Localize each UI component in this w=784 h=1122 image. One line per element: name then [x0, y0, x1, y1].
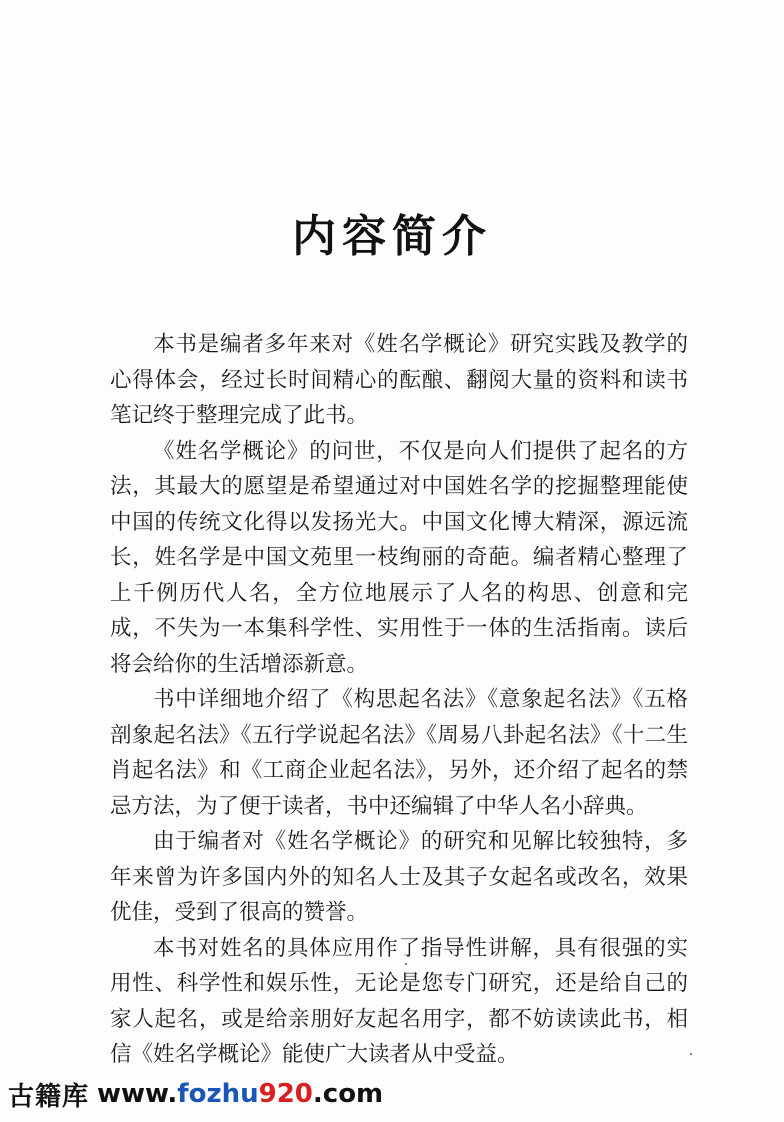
- paragraph-4: 由于编者对《姓名学概论》的研究和见解比较独特，多年来曾为许多国内外的知名人士及其子女起名或改名，效果优佳，受到了很高的赞誉。: [110, 829, 688, 925]
- page-title: 内容简介: [292, 211, 492, 262]
- paragraph-1: 本书是编者多年来对《姓名学概论》研究实践及教学的心得体会，经过长时间精心的酝酿、翻阅大量的资料和读书笔记终于整理完成了此书。: [110, 332, 688, 428]
- body-text: [110, 327, 688, 1073]
- watermark-site-name: 古籍库: [8, 1081, 90, 1112]
- watermark: [8, 1074, 383, 1114]
- watermark-url-domain: fozhu: [177, 1079, 259, 1109]
- watermark-url-suffix: .com: [312, 1079, 384, 1109]
- watermark-url-prefix: www.: [97, 1079, 178, 1109]
- scan-speck: [405, 963, 407, 965]
- paragraph-2: 《姓名学概论》的问世，不仅是向人们提供了起名的方法，其最大的愿望是希望通过对中国姓名学的挖掘整理能使中国的传统文化得以发扬光大。中国文化博大精深，源远流长，姓名学是中国文苑里一枝绚丽的奇葩。编者精心整理了上千例历代人名，全方位地展示了人名的构思、创意和完成，不失为一本集科学性、实用性于一体的生活指南。读后将会给你的生活增添新意。: [110, 438, 688, 677]
- scan-speck: [690, 1053, 692, 1055]
- paragraph-5: 本书对姓名的具体应用作了指导性讲解，具有很强的实用性、科学性和娱乐性，无论是您专门研究，还是给自己的家人起名，或是给亲朋好友起名用字，都不妨读读此书，相信《姓名学概论》能使广大读者从中受益。: [110, 935, 688, 1067]
- watermark-url-digits: 920: [258, 1079, 313, 1109]
- paragraph-3: 书中详细地介绍了《构思起名法》《意象起名法》《五格剖象起名法》《五行学说起名法》《周易八卦起名法》《十二生肖起名法》和《工商企业起名法》，另外，还介绍了起名的禁忌方法，为了便于读者，书中还编辑了中华人名小辞典。: [110, 687, 688, 819]
